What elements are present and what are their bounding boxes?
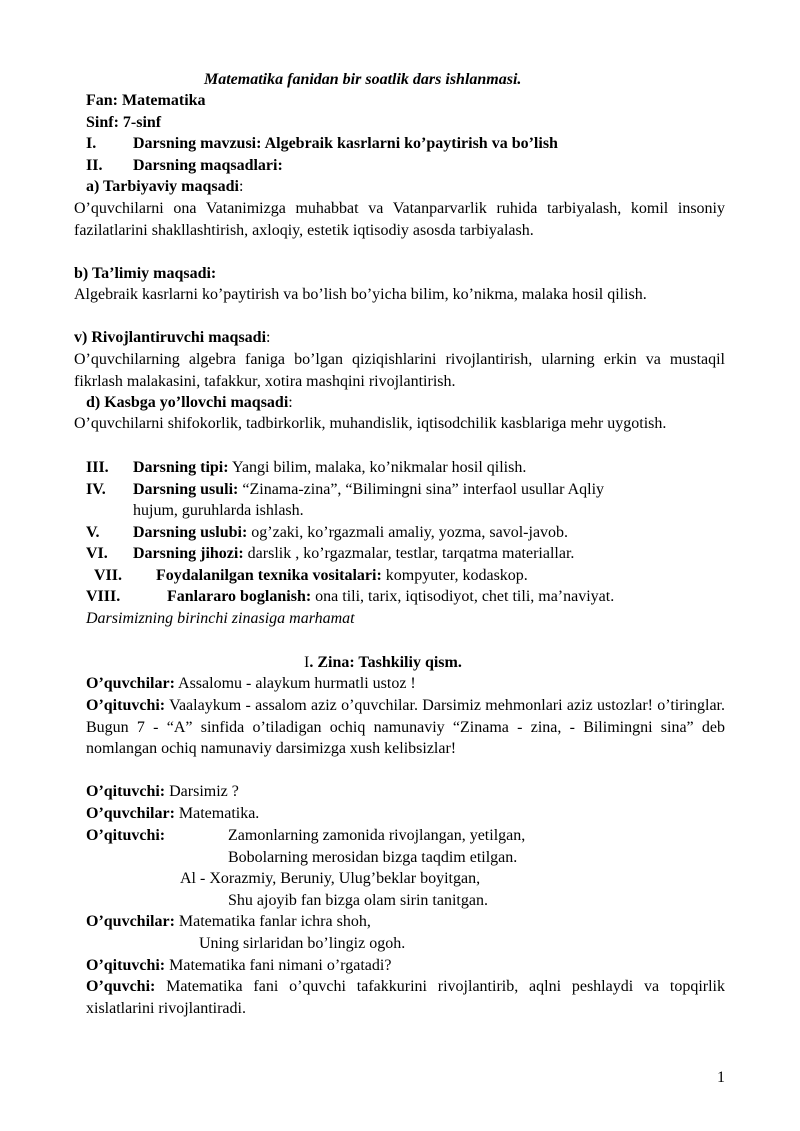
item-number: III.	[86, 459, 109, 476]
page-number: 1	[717, 1069, 725, 1086]
stage-roman: I	[304, 654, 310, 671]
stage-heading	[304, 652, 462, 674]
goal-a-text: O’quvchilarni ona Vatanimizga muhabbat va Vatanparvarlik ruhida tarbiyalash, komil insoniy fazilatlarini shakllashtirish, axloqiy, estetik iqtisodiy asosda tarbiyalash.	[74, 200, 725, 239]
utterance: Assalomu - alaykum hurmatli ustoz !	[174, 675, 416, 692]
goal-v-heading	[74, 327, 270, 349]
speaker: O’quvchilar:	[86, 675, 175, 692]
item-technical-tools	[94, 565, 528, 587]
item-lesson-type	[86, 457, 526, 479]
item-label: Darsning tipi:	[133, 459, 229, 476]
item-lesson-method	[86, 479, 604, 501]
poem-text: Matematika fanlar ichra shoh,	[174, 913, 371, 930]
dialogue-line	[86, 803, 259, 825]
goal-b-label: b) Ta’limiy maqsadi:	[74, 265, 217, 282]
goal-a-heading	[86, 176, 243, 198]
goal-b-text: Algebraik kasrlarni ko’paytirish va bo’lish bo’yicha bilim, ko’nikma, malaka hosil qilish.	[74, 286, 647, 303]
poem-line: Uning sirlaridan bo’lingiz ogoh.	[199, 935, 406, 952]
item-lesson-equipment	[86, 543, 574, 565]
item-number: IV.	[86, 481, 106, 498]
item-lesson-style	[86, 522, 568, 544]
item-text: kompyuter, kodaskop.	[381, 567, 528, 584]
grade-line: Sinf: 7-sinf	[86, 114, 162, 131]
goal-v-label: v) Rivojlantiruvchi maqsadi	[74, 329, 267, 346]
speaker: O’qituvchi:	[86, 697, 166, 714]
goal-v-text: O’quvchilarning algebra faniga bo’lgan qiziqishlarini rivojlantirish, ularning erkin va mustaqil fikrlash malakasini, tafakkur, xotira mashqini rivojlantirish.	[74, 351, 725, 390]
item-number: I.	[86, 135, 97, 152]
item-number: II.	[86, 157, 103, 174]
item-text: Yangi bilim, malaka, ko’nikmalar hosil qilish.	[228, 459, 527, 476]
item-lesson-method-continued: hujum, guruhlarda ishlash.	[133, 502, 304, 519]
item-interdisciplinary	[86, 586, 614, 608]
item-label: Darsning jihozi:	[133, 545, 244, 562]
speaker: O’quvchi:	[86, 978, 156, 995]
speaker: O’qituvchi:	[86, 783, 166, 800]
dialogue-line	[86, 781, 239, 803]
dialogue-line	[86, 673, 416, 695]
goal-d-label: d) Kasbga yo’llovchi maqsadi	[86, 394, 289, 411]
speaker: O’qituvchi:	[86, 957, 166, 974]
poem-line	[86, 911, 371, 933]
item-label: Darsning usuli:	[133, 481, 239, 498]
item-label: Fanlararo boglanish:	[167, 588, 312, 605]
poem-line: Zamonlarning zamonida rivojlangan, yetilgan,	[228, 827, 526, 844]
goal-d-colon: :	[288, 394, 293, 411]
utterance: Matematika.	[174, 805, 260, 822]
item-topic	[86, 133, 558, 155]
goal-d-heading	[86, 392, 293, 414]
goal-d-text: O’quvchilarni shifokorlik, tadbirkorlik, muhandislik, iqtisodchilik kasblariga mehr uygotish.	[74, 415, 667, 432]
poem-line: Shu ajoyib fan bizga olam sirin tanitgan.	[228, 892, 488, 909]
item-text: ona tili, tarix, iqtisodiyot, chet tili, ma’naviyat.	[311, 588, 615, 605]
utterance: Matematika fani o’quvchi tafakkurini rivojlantirib, aqlni peshlaydi va topqirlik xislatlarini rivojlantiradi.	[86, 978, 725, 1017]
utterance: Matematika fani nimani o’rgatadi?	[165, 957, 392, 974]
poem-speaker: O’qituvchi:	[86, 827, 166, 844]
stage-title: . Zina: Tashkiliy qism.	[309, 654, 462, 671]
subject-line: Fan: Matematika	[86, 92, 206, 109]
dialogue-line	[86, 976, 725, 1019]
utterance: Vaalaykum - assalom aziz o’quvchilar. Darsimiz mehmonlari aziz ustozlar! o’tiringlar. Bugun 7 - “A” sinfida o’tiladigan ochiq namunaviy “Zinama - zina, - Bilimingni sina” deb nomlangan ochiq namunaviy darsimizga xush kelibsizlar!	[86, 697, 725, 757]
item-text: darslik , ko’rgazmalar, testlar, tarqatma materiallar.	[243, 545, 575, 562]
poem-line: Al - Xorazmiy, Beruniy, Ulug’beklar boyitgan,	[180, 870, 481, 887]
goal-a-colon: :	[238, 178, 244, 195]
item-goals	[86, 155, 283, 177]
item-number: V.	[86, 524, 100, 541]
dialogue-line	[86, 955, 391, 977]
goal-v-colon: :	[266, 329, 271, 346]
item-text: og’zaki, ko’rgazmali amaliy, yozma, savol-javob.	[247, 524, 569, 541]
document-title: Matematika fanidan bir soatlik dars ishlanmasi.	[204, 71, 522, 88]
poem-speaker: O’quvchilar:	[86, 913, 175, 930]
item-topic-text: Darsning mavzusi: Algebraik kasrlarni ko’paytirish va bo’lish	[133, 135, 558, 152]
speaker: O’quvchilar:	[86, 805, 175, 822]
goal-a-label: a) Tarbiyaviy maqsadi	[86, 178, 239, 195]
utterance: Darsimiz ?	[165, 783, 239, 800]
item-label: Foydalanilgan texnika vositalari:	[156, 567, 382, 584]
item-number: VII.	[94, 567, 123, 584]
poem-line: Bobolarning merosidan bizga taqdim etilgan.	[228, 849, 518, 866]
intro-line: Darsimizning birinchi zinasiga marhamat	[86, 610, 355, 627]
item-text: “Zinama-zina”, “Bilimingni sina” interfaol usullar Aqliy	[238, 481, 605, 498]
item-label: Darsning uslubi:	[133, 524, 248, 541]
item-goals-text: Darsning maqsadlari:	[133, 157, 283, 174]
dialogue-line	[86, 695, 725, 760]
item-number: VIII.	[86, 588, 121, 605]
item-number: VI.	[86, 545, 108, 562]
